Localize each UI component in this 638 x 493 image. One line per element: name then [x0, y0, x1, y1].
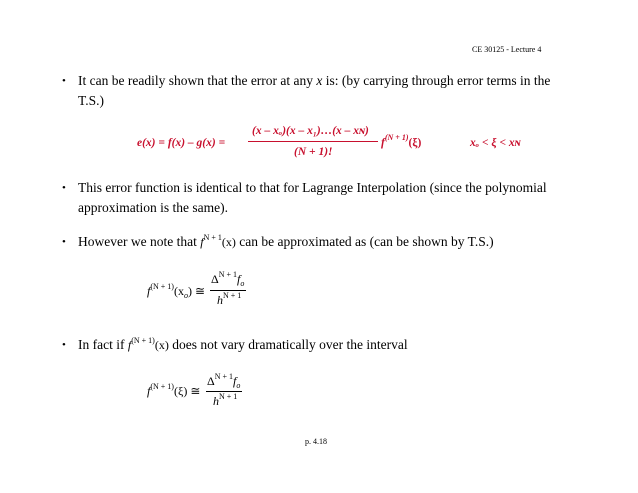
error-equation-denominator: (N + 1)! — [294, 146, 333, 158]
approx1-lhs: $f^{(N + 1)}(x_o)$ ≅ — [147, 282, 206, 300]
error-equation-derivative: $f^{(N + 1)}(\xi)$ — [381, 133, 422, 149]
lecture-header: CE 30125 - Lecture 4 — [472, 45, 542, 54]
bullet-approximation — [62, 232, 582, 254]
bullet-text: In fact if $f^{(N + 1)}(x)$ does not vary dramatically over the interval — [78, 336, 408, 352]
bullet-lagrange — [62, 178, 582, 218]
error-equation-range: xₒ < ξ < xɴ — [470, 137, 521, 149]
page-number: p. 4.18 — [305, 437, 327, 446]
bullet-text: However we note that $f^{N + 1}(x)$ can be approximated as (can be shown by T.S.) — [78, 233, 494, 249]
error-equation-fraction-bar — [248, 141, 378, 142]
bullet-dot: • — [62, 182, 66, 194]
bullet-dot: • — [62, 339, 66, 351]
bullet-text: This error function is identical to that for Lagrange Interpolation (since the polynomial approximation is the same). — [78, 180, 547, 215]
error-equation-numerator: (x – xₒ)(x – x₁)…(x – xɴ) — [252, 125, 369, 137]
error-equation-lhs: e(x) = f(x) – g(x) = — [137, 137, 226, 149]
bullet-text: It can be readily shown that the error at any x is: (by carrying through error terms in the T.S.) — [78, 73, 551, 108]
bullet-dot: • — [62, 75, 66, 87]
bullet-error-intro — [62, 71, 582, 111]
approx1-numerator: $\Delta^{N + 1}f_o$ — [211, 270, 245, 288]
approx2-denominator: $h^{N + 1}$ — [213, 392, 238, 408]
approx2-lhs: $f^{(N + 1)}(\xi)$ ≅ — [147, 382, 201, 398]
approx2-numerator: $\Delta^{N + 1}f_o$ — [207, 372, 241, 390]
inline-derivative: $f^{(N + 1)}(x)$ — [127, 336, 169, 352]
bullet-dot: • — [62, 236, 66, 248]
approx1-denominator: $h^{N + 1}$ — [217, 291, 242, 307]
inline-derivative: $f^{N + 1}(x)$ — [200, 233, 236, 249]
bullet-in-fact — [62, 335, 582, 357]
